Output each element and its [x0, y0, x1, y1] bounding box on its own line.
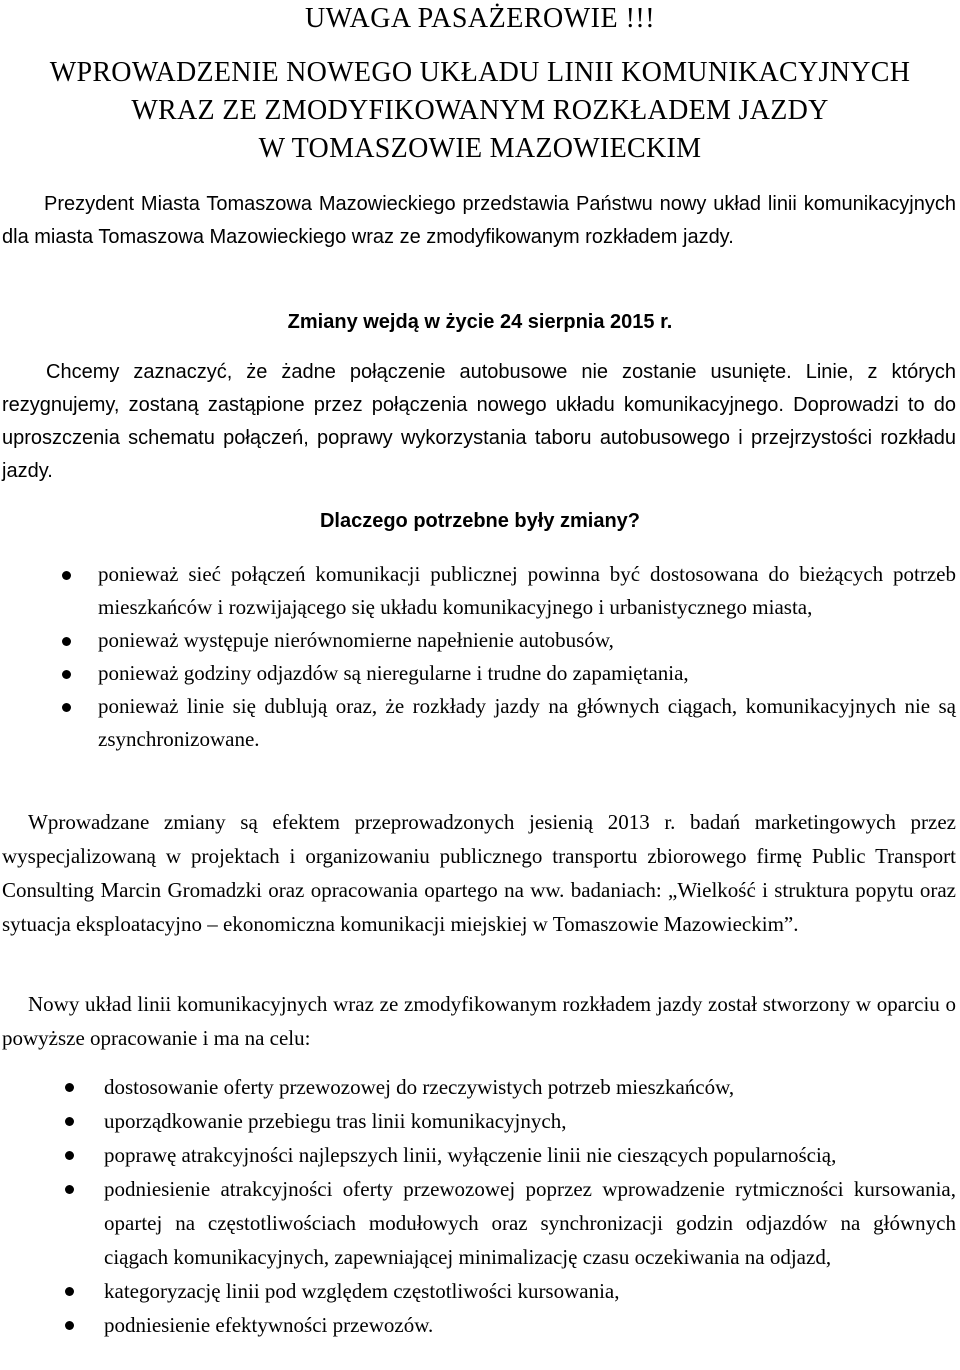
warning-title: UWAGA PASAŻEROWIE !!! [304, 3, 656, 34]
bullet-icon [65, 1287, 74, 1296]
heading-line-2: WRAZ ZE ZMODYFIKOWANYM ROZKŁADEM JAZDY [131, 95, 829, 126]
goals-intro-paragraph: Nowy układ linii komunikacyjnych wraz ze zmodyfikowanym rozkładem jazdy został stworzony w oparciu o powyższe opracowanie i ma na celu: [2, 992, 956, 1050]
goals-list [104, 1070, 956, 1342]
bullet-icon [62, 670, 71, 679]
heading-line-1: WPROWADZENIE NOWEGO UKŁADU LINII KOMUNIKACYJNYCH [49, 57, 911, 88]
notice-heading [0, 54, 960, 168]
list-item: podniesienie atrakcyjności oferty przewozowej poprzez wprowadzenie rytmiczności kursowania, opartej na częstotliwościach modułowych oraz synchronizacji godzin odjazdów na głównych ciągach komunikacyjnych, zapewniającej minimalizację czasu oczekiwania na odjazd, [104, 1172, 956, 1274]
research-paragraph: Wprowadzane zmiany są efektem przeprowadzonych jesienią 2013 r. badań marketingowych przez wyspecjalizowaną w projektach i organizowaniu publicznego transportu zbiorowego firmę Public Transport Consulting Marcin Gromadzki oraz opracowania opartego na ww. badaniach: „Wielkość i struktura popytu oraz sytuacja eksploatacyjno – ekonomiczna komunikacji miejskiej w Tomaszowie Mazowieckim”. [2, 810, 956, 936]
list-item: ponieważ godziny odjazdów są nieregularne i trudne do zapamiętania, [98, 657, 956, 690]
why-heading: Dlaczego potrzebne były zmiany? [319, 510, 641, 532]
bullet-icon [62, 703, 71, 712]
list-item: podniesienie efektywności przewozów. [104, 1308, 956, 1342]
list-item: ponieważ linie się dublują oraz, że rozkłady jazdy na głównych ciągach, komunikacyjnych nie są zsynchronizowane. [98, 690, 956, 756]
list-item: poprawę atrakcyjności najlepszych linii, wyłączenie linii nie cieszących popularnością, [104, 1138, 956, 1172]
bullet-icon [65, 1083, 74, 1092]
bullet-icon [65, 1321, 74, 1330]
list-item: dostosowanie oferty przewozowej do rzeczywistych potrzeb mieszkańców, [104, 1070, 956, 1104]
reasons-list [98, 558, 956, 756]
effective-date: Zmiany wejdą w życie 24 sierpnia 2015 r. [287, 311, 673, 333]
statement-paragraph: Chcemy zaznaczyć, że żadne połączenie autobusowe nie zostanie usunięte. Linie, z których rezygnujemy, zostaną zastąpione przez połączenia nowego układu komunikacyjnego. Doprowadzi to do uproszczenia schematu połączeń, poprawy wykorzystania taboru autobusowego i przejrzystości rozkładu jazdy. [2, 361, 956, 482]
heading-line-3: W TOMASZOWIE MAZOWIECKIM [258, 133, 702, 164]
bullet-icon [65, 1185, 74, 1194]
list-item: ponieważ sieć połączeń komunikacji publicznej powinna być dostosowana do bieżących potrzeb mieszkańców i rozwijającego się układu komunikacyjnego i urbanistycznego miasta, [98, 558, 956, 624]
bullet-icon [65, 1151, 74, 1160]
list-item: ponieważ występuje nierównomierne napełnienie autobusów, [98, 624, 956, 657]
intro-paragraph: Prezydent Miasta Tomaszowa Mazowieckiego przedstawia Państwu nowy układ linii komunikacyjnych dla miasta Tomaszowa Mazowieckiego wraz ze zmodyfikowanym rozkładem jazdy. [2, 193, 956, 248]
list-item: uporządkowanie przebiegu tras linii komunikacyjnych, [104, 1104, 956, 1138]
bullet-icon [62, 571, 71, 580]
list-item: kategoryzację linii pod względem częstotliwości kursowania, [104, 1274, 956, 1308]
bullet-icon [65, 1117, 74, 1126]
bullet-icon [62, 637, 71, 646]
